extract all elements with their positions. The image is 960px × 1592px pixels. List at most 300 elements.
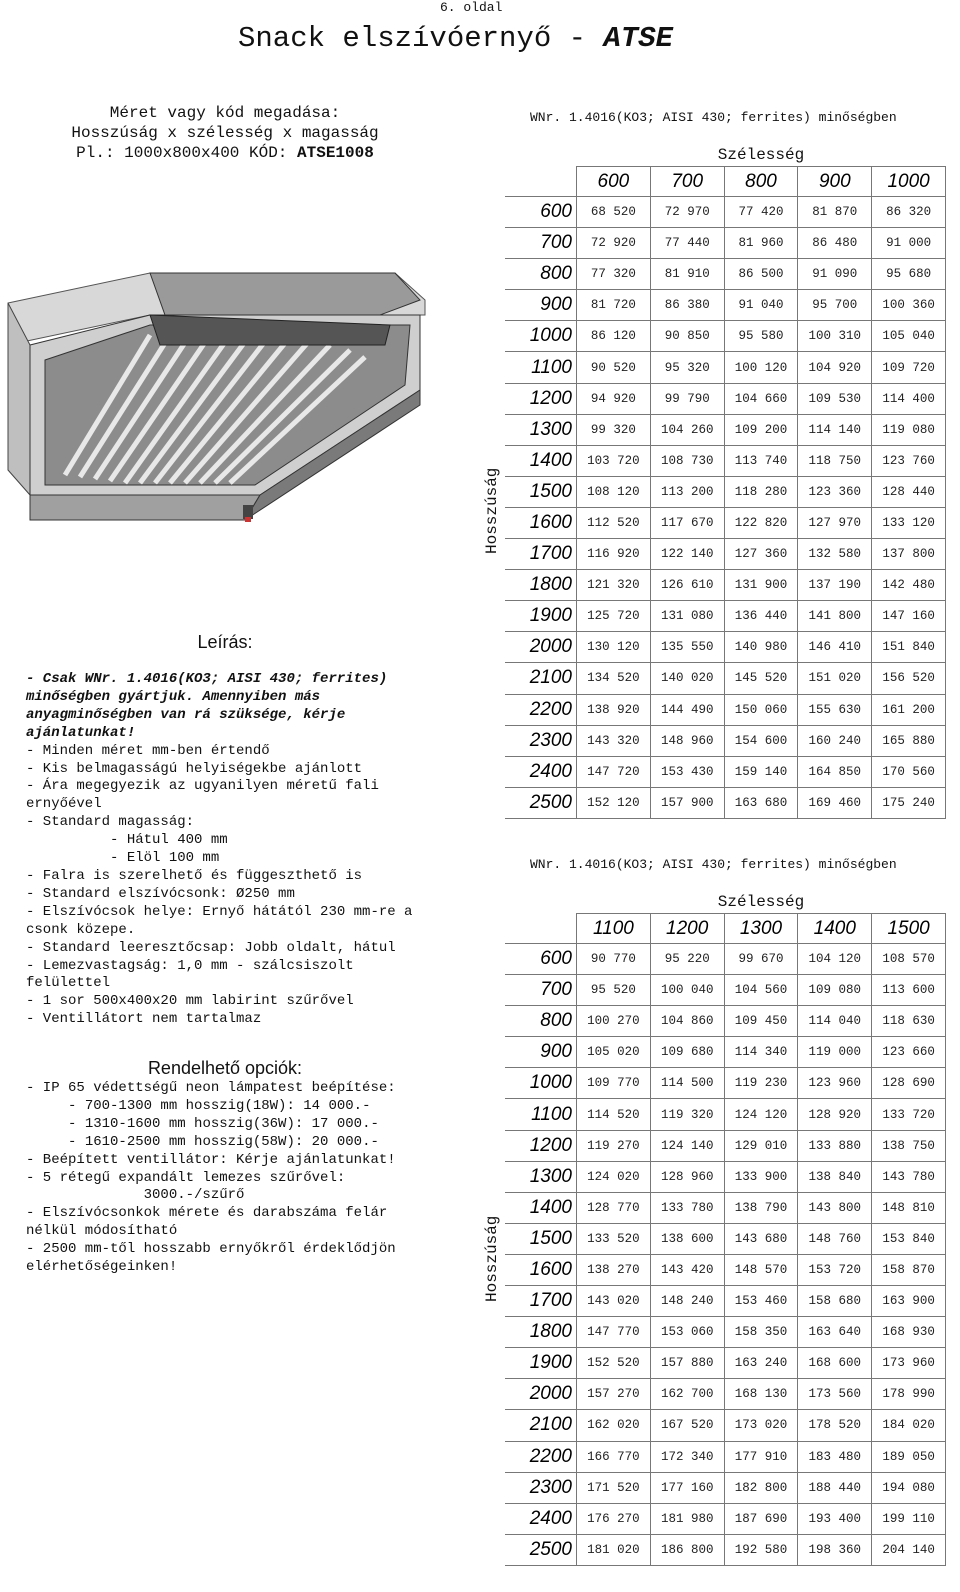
length-header: 700 xyxy=(505,228,577,259)
price-cell: 91 040 xyxy=(724,290,798,321)
price-cell: 155 630 xyxy=(798,694,872,725)
hood-illustration xyxy=(0,265,440,530)
table-row xyxy=(505,944,946,975)
table-row xyxy=(505,228,946,259)
price-cell: 143 420 xyxy=(650,1254,724,1285)
description-item: - 1 sor 500x400x20 mm labirint szűrővel xyxy=(26,993,354,1010)
price-cell: 95 320 xyxy=(650,352,724,383)
length-header: 1600 xyxy=(505,507,577,538)
page-number: 6. oldal xyxy=(440,0,503,15)
price-cell: 124 020 xyxy=(577,1161,651,1192)
table2-length-label: Hosszúság xyxy=(483,1215,501,1302)
price-cell: 100 040 xyxy=(650,975,724,1006)
price-cell: 104 560 xyxy=(724,975,798,1006)
price-cell: 99 790 xyxy=(650,383,724,414)
price-cell: 134 520 xyxy=(577,663,651,694)
intro-line-1: Méret vagy kód megadása: xyxy=(109,104,341,122)
table1-width-label: Szélesség xyxy=(717,146,805,164)
price-cell: 147 720 xyxy=(577,756,651,787)
table-row xyxy=(505,1441,946,1472)
price-cell: 117 670 xyxy=(650,507,724,538)
price-cell: 146 410 xyxy=(798,632,872,663)
price-cell: 158 680 xyxy=(798,1286,872,1317)
length-header: 1900 xyxy=(505,1348,577,1379)
table-row xyxy=(505,663,946,694)
price-cell: 114 140 xyxy=(798,414,872,445)
price-cell: 103 720 xyxy=(577,445,651,476)
option-item: - 1310-1600 mm hosszig(36W): 17 000.- xyxy=(26,1115,379,1132)
title-code: ATSE xyxy=(603,22,674,55)
option-item: 3000.-/szűrő xyxy=(26,1187,245,1204)
price-cell: 171 520 xyxy=(577,1472,651,1503)
price-cell: 177 910 xyxy=(724,1441,798,1472)
price-cell: 131 080 xyxy=(650,601,724,632)
price-cell: 183 480 xyxy=(798,1441,872,1472)
length-header: 2200 xyxy=(505,1441,577,1472)
price-cell: 154 600 xyxy=(724,725,798,756)
price-cell: 157 880 xyxy=(650,1348,724,1379)
price-cell: 186 800 xyxy=(650,1534,724,1565)
length-header: 1300 xyxy=(505,1161,577,1192)
price-cell: 176 270 xyxy=(577,1503,651,1534)
option-item: - Elszívócsonkok mérete és darabszáma felár nélkül módosítható xyxy=(26,1205,396,1240)
price-cell: 148 240 xyxy=(650,1286,724,1317)
option-item: - IP 65 védettségű neon lámpatest beépítése: xyxy=(26,1080,396,1096)
length-header: 1100 xyxy=(505,1099,577,1130)
table-row xyxy=(505,321,946,352)
price-cell: 108 570 xyxy=(872,944,946,975)
price-cell: 162 020 xyxy=(577,1410,651,1441)
price-cell: 119 320 xyxy=(650,1099,724,1130)
table-row xyxy=(505,507,946,538)
price-cell: 157 270 xyxy=(577,1379,651,1410)
length-header: 1800 xyxy=(505,1317,577,1348)
price-cell: 189 050 xyxy=(872,1441,946,1472)
price-cell: 161 200 xyxy=(872,694,946,725)
price-cell: 113 200 xyxy=(650,476,724,507)
table-row xyxy=(505,1006,946,1037)
price-cell: 133 880 xyxy=(798,1130,872,1161)
price-cell: 141 800 xyxy=(798,601,872,632)
price-cell: 138 790 xyxy=(724,1192,798,1223)
price-cell: 121 320 xyxy=(577,570,651,601)
price-cell: 109 680 xyxy=(650,1037,724,1068)
length-header: 1000 xyxy=(505,321,577,352)
length-header: 2300 xyxy=(505,725,577,756)
price-cell: 133 520 xyxy=(577,1223,651,1254)
price-cell: 129 010 xyxy=(724,1130,798,1161)
width-header: 1100 xyxy=(577,914,651,944)
length-header: 1400 xyxy=(505,1192,577,1223)
table-row xyxy=(505,1503,946,1534)
length-header: 800 xyxy=(505,1006,577,1037)
width-header: 900 xyxy=(798,167,872,197)
price-cell: 104 920 xyxy=(798,352,872,383)
price-cell: 114 340 xyxy=(724,1037,798,1068)
table-row xyxy=(505,570,946,601)
price-cell: 192 580 xyxy=(724,1534,798,1565)
price-cell: 143 800 xyxy=(798,1192,872,1223)
width-header: 1300 xyxy=(724,914,798,944)
price-cell: 173 560 xyxy=(798,1379,872,1410)
description-item: - Ára megegyezik az ugyanilyen méretű fali ernyőével xyxy=(26,778,388,813)
description-heading: Leírás: xyxy=(197,632,253,652)
length-header: 2000 xyxy=(505,1379,577,1410)
table2-caption: WNr. 1.4016(KO3; AISI 430; ferrites) minőségben xyxy=(530,857,897,872)
price-cell: 168 600 xyxy=(798,1348,872,1379)
length-header: 1500 xyxy=(505,476,577,507)
price-cell: 168 930 xyxy=(872,1317,946,1348)
price-cell: 108 120 xyxy=(577,476,651,507)
price-cell: 178 990 xyxy=(872,1379,946,1410)
options-list xyxy=(26,1080,446,1277)
description-list xyxy=(26,743,446,1030)
table1-caption: WNr. 1.4016(KO3; AISI 430; ferrites) minőségben xyxy=(530,110,897,125)
price-cell: 143 020 xyxy=(577,1286,651,1317)
price-cell: 123 760 xyxy=(872,445,946,476)
price-cell: 177 160 xyxy=(650,1472,724,1503)
price-cell: 81 870 xyxy=(798,197,872,228)
price-cell: 122 140 xyxy=(650,539,724,570)
price-cell: 167 520 xyxy=(650,1410,724,1441)
price-cell: 187 690 xyxy=(724,1503,798,1534)
description-item: - Falra is szerelhető és függeszthető is xyxy=(26,867,363,884)
price-cell: 86 480 xyxy=(798,228,872,259)
intro-line-3 xyxy=(20,144,430,163)
table-row xyxy=(505,476,946,507)
price-cell: 193 400 xyxy=(798,1503,872,1534)
width-header: 1000 xyxy=(872,167,946,197)
table-row xyxy=(505,1037,946,1068)
price-cell: 143 680 xyxy=(724,1223,798,1254)
price-cell: 158 870 xyxy=(872,1254,946,1285)
price-cell: 178 520 xyxy=(798,1410,872,1441)
price-cell: 163 900 xyxy=(872,1286,946,1317)
price-cell: 181 020 xyxy=(577,1534,651,1565)
table-row xyxy=(505,414,946,445)
price-cell: 143 320 xyxy=(577,725,651,756)
option-item: - 5 rétegű expandált lemezes szűrővel: xyxy=(26,1169,346,1186)
description-item: - Hátul 400 mm xyxy=(26,832,228,849)
price-cell: 118 280 xyxy=(724,476,798,507)
price-cell: 145 520 xyxy=(724,663,798,694)
price-cell: 90 850 xyxy=(650,321,724,352)
price-cell: 173 960 xyxy=(872,1348,946,1379)
price-cell: 72 970 xyxy=(650,197,724,228)
price-cell: 104 120 xyxy=(798,944,872,975)
intro-code: ATSE1008 xyxy=(297,144,374,162)
table-row xyxy=(505,1286,946,1317)
price-cell: 163 640 xyxy=(798,1317,872,1348)
table-row xyxy=(505,1099,946,1130)
price-cell: 130 120 xyxy=(577,632,651,663)
length-header: 1700 xyxy=(505,539,577,570)
price-cell: 104 260 xyxy=(650,414,724,445)
table-row xyxy=(505,1472,946,1503)
length-header: 2100 xyxy=(505,663,577,694)
price-cell: 188 440 xyxy=(798,1472,872,1503)
price-cell: 77 420 xyxy=(724,197,798,228)
intro-line-2: Hosszúság x szélesség x magasság xyxy=(71,124,379,142)
table-corner xyxy=(505,914,577,944)
width-header: 1200 xyxy=(650,914,724,944)
price-cell: 100 310 xyxy=(798,321,872,352)
table-row xyxy=(505,445,946,476)
price-cell: 163 240 xyxy=(724,1348,798,1379)
price-cell: 90 520 xyxy=(577,352,651,383)
price-cell: 127 970 xyxy=(798,507,872,538)
width-header: 600 xyxy=(577,167,651,197)
price-cell: 151 020 xyxy=(798,663,872,694)
option-item: - 1610-2500 mm hosszig(58W): 20 000.- xyxy=(26,1133,379,1150)
price-cell: 152 520 xyxy=(577,1348,651,1379)
price-cell: 105 020 xyxy=(577,1037,651,1068)
width-header: 800 xyxy=(724,167,798,197)
length-header: 2100 xyxy=(505,1410,577,1441)
price-cell: 144 490 xyxy=(650,694,724,725)
option-item: - 2500 mm-től hosszabb ernyőkről érdeklődjön elérhetőségeinken! xyxy=(26,1241,405,1276)
price-table-1 xyxy=(505,166,946,819)
price-cell: 153 840 xyxy=(872,1223,946,1254)
price-cell: 116 920 xyxy=(577,539,651,570)
length-header: 1200 xyxy=(505,1130,577,1161)
price-cell: 86 380 xyxy=(650,290,724,321)
price-cell: 136 440 xyxy=(724,601,798,632)
price-cell: 77 440 xyxy=(650,228,724,259)
price-cell: 173 020 xyxy=(724,1410,798,1441)
price-cell: 194 080 xyxy=(872,1472,946,1503)
table-row xyxy=(505,1254,946,1285)
price-cell: 124 140 xyxy=(650,1130,724,1161)
price-cell: 137 190 xyxy=(798,570,872,601)
price-cell: 119 230 xyxy=(724,1068,798,1099)
price-cell: 127 360 xyxy=(724,539,798,570)
price-cell: 147 770 xyxy=(577,1317,651,1348)
table-row xyxy=(505,601,946,632)
price-cell: 113 600 xyxy=(872,975,946,1006)
table-row xyxy=(505,383,946,414)
price-cell: 158 350 xyxy=(724,1317,798,1348)
width-header: 1500 xyxy=(872,914,946,944)
description-item: - Kis belmagasságú helyiségekbe ajánlott xyxy=(26,760,363,777)
price-cell: 143 780 xyxy=(872,1161,946,1192)
length-header: 2500 xyxy=(505,1534,577,1565)
width-header: 700 xyxy=(650,167,724,197)
price-cell: 128 960 xyxy=(650,1161,724,1192)
price-cell: 95 520 xyxy=(577,975,651,1006)
length-header: 800 xyxy=(505,259,577,290)
description-item: - Standard elszívócsonk: Ø250 mm xyxy=(26,885,295,902)
price-cell: 77 320 xyxy=(577,259,651,290)
price-cell: 181 980 xyxy=(650,1503,724,1534)
price-cell: 109 530 xyxy=(798,383,872,414)
price-cell: 113 740 xyxy=(724,445,798,476)
price-cell: 95 680 xyxy=(872,259,946,290)
price-cell: 123 360 xyxy=(798,476,872,507)
title-text: Snack elszívóernyő - xyxy=(238,22,604,55)
price-cell: 128 690 xyxy=(872,1068,946,1099)
length-header: 2000 xyxy=(505,632,577,663)
price-cell: 119 270 xyxy=(577,1130,651,1161)
price-cell: 142 480 xyxy=(872,570,946,601)
price-cell: 99 670 xyxy=(724,944,798,975)
price-cell: 126 610 xyxy=(650,570,724,601)
table-row xyxy=(505,725,946,756)
price-cell: 170 560 xyxy=(872,756,946,787)
length-header: 600 xyxy=(505,197,577,228)
price-cell: 131 900 xyxy=(724,570,798,601)
length-header: 900 xyxy=(505,1037,577,1068)
table2-width-label: Szélesség xyxy=(717,893,805,911)
price-cell: 148 570 xyxy=(724,1254,798,1285)
price-cell: 118 750 xyxy=(798,445,872,476)
price-cell: 199 110 xyxy=(872,1503,946,1534)
table-row xyxy=(505,290,946,321)
price-cell: 147 160 xyxy=(872,601,946,632)
price-cell: 105 040 xyxy=(872,321,946,352)
price-cell: 153 720 xyxy=(798,1254,872,1285)
table-row xyxy=(505,694,946,725)
price-cell: 123 960 xyxy=(798,1068,872,1099)
price-cell: 94 920 xyxy=(577,383,651,414)
table-row xyxy=(505,1161,946,1192)
price-cell: 100 360 xyxy=(872,290,946,321)
length-header: 1300 xyxy=(505,414,577,445)
price-cell: 166 770 xyxy=(577,1441,651,1472)
length-header: 1100 xyxy=(505,352,577,383)
price-cell: 114 040 xyxy=(798,1006,872,1037)
price-cell: 100 270 xyxy=(577,1006,651,1037)
price-cell: 123 660 xyxy=(872,1037,946,1068)
price-cell: 137 800 xyxy=(872,539,946,570)
length-header: 2500 xyxy=(505,787,577,818)
price-cell: 81 720 xyxy=(577,290,651,321)
price-cell: 99 320 xyxy=(577,414,651,445)
table-row xyxy=(505,1317,946,1348)
table-row xyxy=(505,259,946,290)
price-cell: 182 800 xyxy=(724,1472,798,1503)
price-cell: 95 220 xyxy=(650,944,724,975)
price-cell: 168 130 xyxy=(724,1379,798,1410)
price-cell: 72 920 xyxy=(577,228,651,259)
price-cell: 128 440 xyxy=(872,476,946,507)
price-cell: 125 720 xyxy=(577,601,651,632)
price-cell: 109 720 xyxy=(872,352,946,383)
price-cell: 133 720 xyxy=(872,1099,946,1130)
material-notice: - Csak WNr. 1.4016(KO3; AISI 430; ferrites) minőségben gyártjuk. Amennyiben más anyagminőségben van rá szüksége, kérje ajánlatunkat! xyxy=(26,671,396,741)
price-cell: 128 920 xyxy=(798,1099,872,1130)
table-row xyxy=(505,539,946,570)
table-row xyxy=(505,1348,946,1379)
length-header: 1200 xyxy=(505,383,577,414)
length-header: 600 xyxy=(505,944,577,975)
price-cell: 108 730 xyxy=(650,445,724,476)
price-cell: 118 630 xyxy=(872,1006,946,1037)
price-cell: 81 960 xyxy=(724,228,798,259)
description-item: - Standard leeresztőcsap: Jobb oldalt, hátul xyxy=(26,939,396,956)
price-cell: 109 770 xyxy=(577,1068,651,1099)
price-cell: 163 680 xyxy=(724,787,798,818)
price-cell: 100 120 xyxy=(724,352,798,383)
price-cell: 151 840 xyxy=(872,632,946,663)
price-cell: 160 240 xyxy=(798,725,872,756)
price-cell: 138 920 xyxy=(577,694,651,725)
price-cell: 165 880 xyxy=(872,725,946,756)
length-header: 1900 xyxy=(505,601,577,632)
page-title xyxy=(238,22,673,55)
description-block xyxy=(26,671,446,1029)
price-cell: 152 120 xyxy=(577,787,651,818)
price-cell: 90 770 xyxy=(577,944,651,975)
price-cell: 133 900 xyxy=(724,1161,798,1192)
price-cell: 198 360 xyxy=(798,1534,872,1565)
option-item: - Beépített ventillátor: Kérje ajánlatunkat! xyxy=(26,1151,396,1168)
price-cell: 119 000 xyxy=(798,1037,872,1068)
price-cell: 68 520 xyxy=(577,197,651,228)
price-cell: 138 750 xyxy=(872,1130,946,1161)
price-cell: 153 060 xyxy=(650,1317,724,1348)
table-row xyxy=(505,1534,946,1565)
description-item: - Minden méret mm-ben értendő xyxy=(26,742,270,759)
price-cell: 109 080 xyxy=(798,975,872,1006)
table-row xyxy=(505,352,946,383)
price-cell: 86 320 xyxy=(872,197,946,228)
price-cell: 150 060 xyxy=(724,694,798,725)
price-cell: 109 450 xyxy=(724,1006,798,1037)
price-cell: 140 020 xyxy=(650,663,724,694)
price-cell: 112 520 xyxy=(577,507,651,538)
price-cell: 159 140 xyxy=(724,756,798,787)
price-cell: 148 760 xyxy=(798,1223,872,1254)
length-header: 900 xyxy=(505,290,577,321)
length-header: 1800 xyxy=(505,570,577,601)
price-cell: 140 980 xyxy=(724,632,798,663)
description-item: - Lemezvastagság: 1,0 mm - szálcsiszolt felülettel xyxy=(26,957,363,992)
table1-length-label: Hosszúság xyxy=(483,467,501,554)
length-header: 700 xyxy=(505,975,577,1006)
price-cell: 95 580 xyxy=(724,321,798,352)
length-header: 2400 xyxy=(505,756,577,787)
price-cell: 162 700 xyxy=(650,1379,724,1410)
table-row xyxy=(505,1192,946,1223)
description-item: - Ventillátort nem tartalmaz xyxy=(26,1011,262,1028)
table-row xyxy=(505,1068,946,1099)
price-cell: 156 520 xyxy=(872,663,946,694)
price-cell: 114 520 xyxy=(577,1099,651,1130)
options-heading: Rendelhető opciók: xyxy=(147,1058,303,1078)
price-cell: 91 090 xyxy=(798,259,872,290)
price-cell: 133 120 xyxy=(872,507,946,538)
price-cell: 172 340 xyxy=(650,1441,724,1472)
table-row xyxy=(505,197,946,228)
price-cell: 164 850 xyxy=(798,756,872,787)
table-row xyxy=(505,1379,946,1410)
price-cell: 157 900 xyxy=(650,787,724,818)
table-corner xyxy=(505,167,577,197)
price-cell: 114 500 xyxy=(650,1068,724,1099)
length-header: 1700 xyxy=(505,1286,577,1317)
price-cell: 133 780 xyxy=(650,1192,724,1223)
price-cell: 86 120 xyxy=(577,321,651,352)
price-cell: 114 400 xyxy=(872,383,946,414)
price-cell: 135 550 xyxy=(650,632,724,663)
price-cell: 175 240 xyxy=(872,787,946,818)
price-cell: 95 700 xyxy=(798,290,872,321)
price-cell: 91 000 xyxy=(872,228,946,259)
price-cell: 86 500 xyxy=(724,259,798,290)
intro-example: Pl.: 1000x800x400 KÓD: xyxy=(76,144,298,162)
price-cell: 138 840 xyxy=(798,1161,872,1192)
